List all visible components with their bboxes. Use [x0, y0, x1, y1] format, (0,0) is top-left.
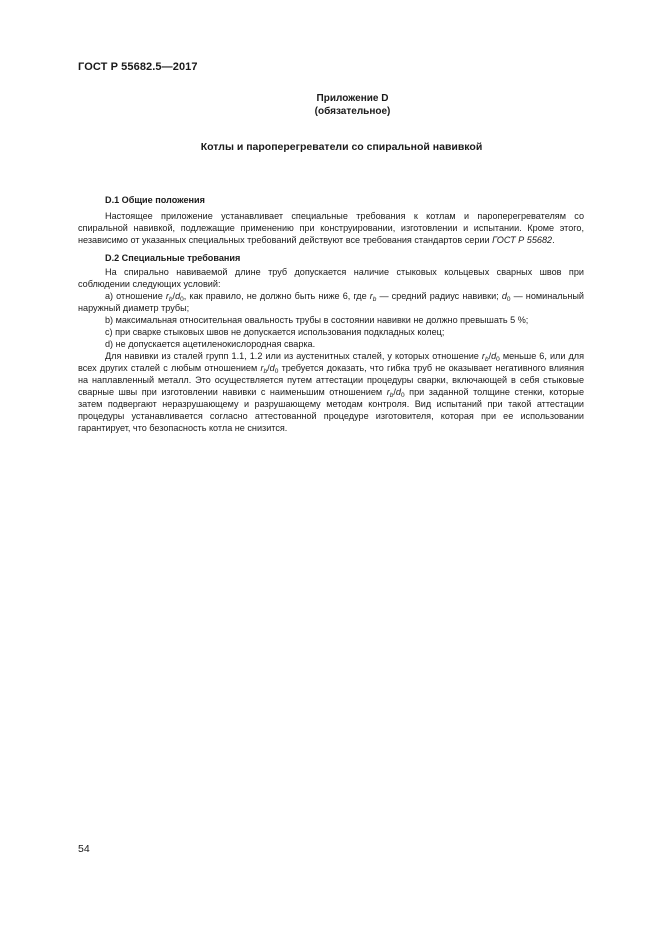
section-d1-heading: D.1 Общие положения — [105, 195, 205, 205]
para-text-4: при заданной толщине стенки, которые затем подвергают неразрушающему и разрушающему методам контроля. Вид испытаний при такой аттестации процедуры устанавливается согласно аттестованной процедуре изготовителя, которая при ее использовании гарантирует, что безопасность котла не снизится. — [78, 387, 585, 433]
symbol-r-sub: b — [389, 392, 394, 399]
symbol-r-sub: b — [484, 356, 489, 363]
appendix-status: (обязательное) — [314, 106, 391, 117]
item-a-text-2: , как правило, не должно быть ниже 6, где — [183, 291, 367, 301]
symbol-r: r — [386, 387, 390, 397]
appendix-label: Приложение D — [316, 93, 389, 104]
symbol-slash: / — [488, 351, 492, 361]
section-d1-period: . — [552, 235, 555, 245]
appendix-title: Котлы и пароперегреватели со спиральной навивкой — [200, 141, 483, 153]
section-d2-intro: На спирально навиваемой длине труб допускается наличие стыковых кольцевых сварных швов при соблюдении следующих условий: — [78, 267, 584, 289]
symbol-slash: / — [172, 291, 176, 301]
symbol-d-sub: 0 — [506, 296, 511, 303]
section-d1-paragraph — [78, 210, 584, 246]
appendix-title-wrap — [0, 141, 661, 153]
symbol-d-sub: 0 — [180, 296, 184, 303]
symbol-d: d — [269, 363, 275, 373]
symbol-d-sub: 0 — [400, 392, 405, 399]
appendix-block — [0, 92, 661, 118]
list-item-a — [78, 290, 584, 314]
standard-code: ГОСТ Р 55682.5—2017 — [78, 61, 198, 73]
symbol-slash: / — [393, 387, 396, 397]
symbol-r: r — [165, 291, 169, 301]
symbol-d: d — [395, 387, 401, 397]
list-item-c: с) при сварке стыковых швов не допускается использования подкладных колец; — [105, 327, 445, 337]
para-text-1: Для навивки из сталей групп 1.1, 1.2 или из аустенитных сталей, у которых отношение — [105, 351, 479, 361]
list-item-d: d) не допускается ацетиленокислородная сварка. — [105, 339, 316, 349]
symbol-d-sub: 0 — [274, 368, 279, 375]
section-d2-paragraph — [78, 350, 584, 434]
symbol-d: d — [501, 291, 507, 301]
symbol-r-sub: b — [168, 296, 173, 303]
item-a-text-3: — средний радиус навивки; — [379, 291, 499, 301]
section-d1-text: Настоящее приложение устанавливает специальные требования к котлам и пароперегревателям со спиральной навивкой, подлежащие применению при конструировании, изготовлении и испытании. Кроме этого, независимо от указанных специальных требований действуют все требования стандартов серии — [78, 211, 584, 245]
page-number: 54 — [78, 843, 90, 855]
symbol-d: d — [491, 351, 497, 361]
symbol-d: d — [175, 291, 181, 301]
symbol-r: r — [369, 291, 373, 301]
symbol-r: r — [260, 363, 264, 373]
item-a-text-4: — номинальный наружный диаметр трубы; — [78, 291, 584, 313]
symbol-slash: / — [267, 363, 270, 373]
item-a-text-1: а) отношение — [105, 291, 163, 301]
document-body — [78, 194, 584, 434]
symbol-r-sub: b — [372, 296, 377, 303]
section-d2-heading: D.2 Специальные требования — [105, 253, 241, 263]
para-text-3: требуется доказать, что гибка труб не оказывает негативного влияния на наплавленный металл. Это осуществляется путем аттестации процедуры сварки, включающей в себя стыковые сварные швы при изготовлении навивки с наименьшим отношением — [78, 363, 584, 397]
symbol-d-sub: 0 — [496, 356, 500, 363]
para-text-2: меньше 6, или для всех других сталей с любым отношением — [78, 351, 584, 373]
symbol-r: r — [481, 351, 485, 361]
symbol-r-sub: b — [263, 368, 268, 375]
standard-reference: ГОСТ Р 55682 — [492, 235, 553, 245]
list-item-b: b) максимальная относительная овальность трубы в состоянии навивки не должно превышать 5 %; — [105, 315, 529, 325]
